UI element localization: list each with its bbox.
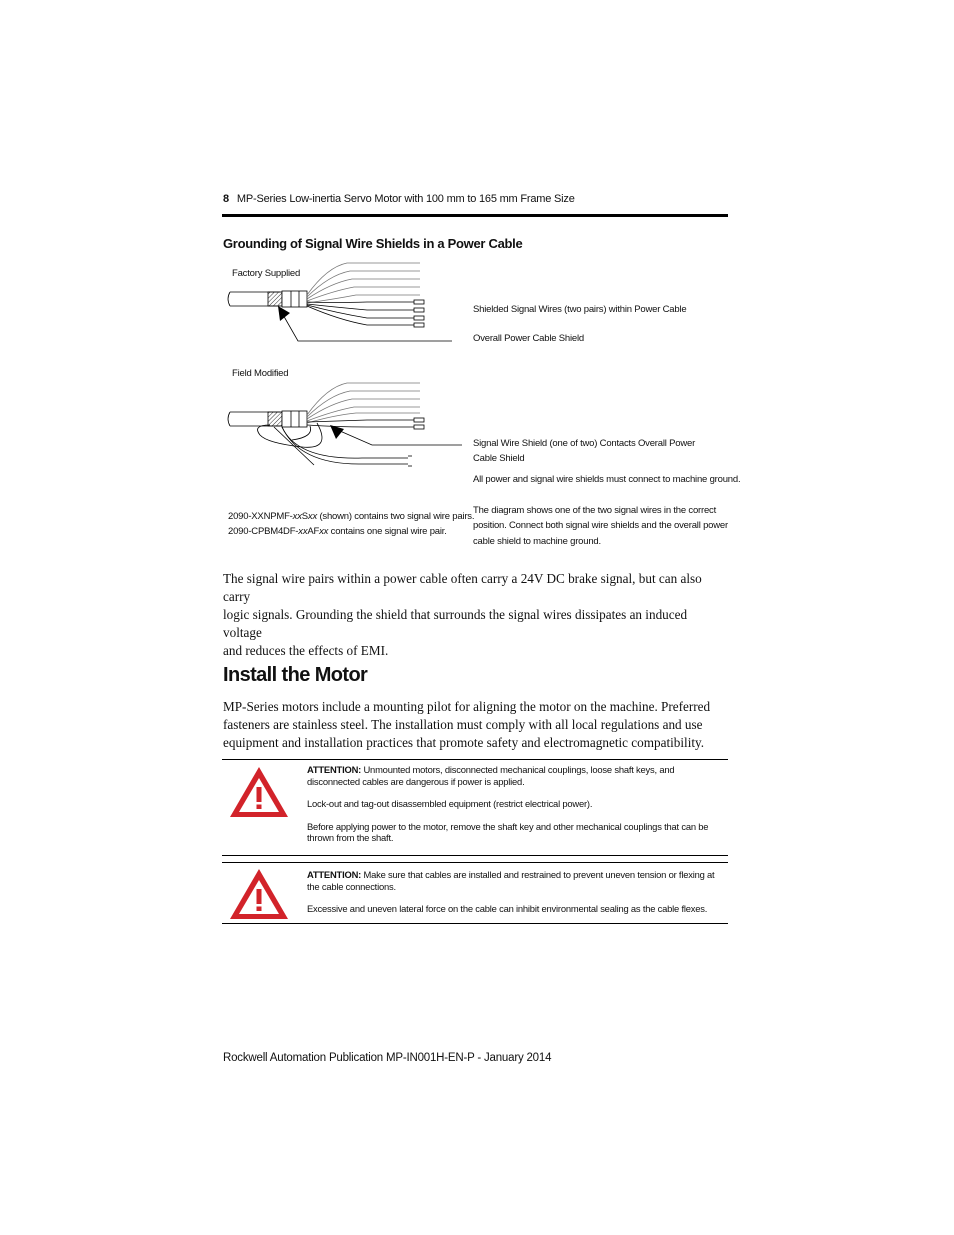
grounding-body-paragraph: The signal wire pairs within a power cable often carry a 24V DC brake signal, but can also carry logic signals. Grounding the shield that surrounds the signal wires dissipates an induced voltage and reduces the effects of EMI. — [223, 571, 702, 658]
shielded-signal-wires-label: Shielded Signal Wires (two pairs) within Power Cable — [473, 304, 687, 315]
warning-triangle-icon — [228, 765, 290, 819]
part-number-line-2: 2090-CPBM4DF-xxAFxx contains one signal wire pair. — [228, 526, 447, 537]
diagram-note-line-1: The diagram shows one of the two signal wires in the correct — [473, 505, 717, 516]
diagram-note-line-3: cable shield to machine ground. — [473, 536, 601, 547]
overall-shield-label: Overall Power Cable Shield — [473, 333, 584, 344]
warning-triangle-icon — [228, 867, 290, 921]
shield-pointer-arrow — [278, 306, 290, 321]
part-number-line-1: 2090-XXNPMF-xxSxx (shown) contains two signal wire pairs. — [228, 511, 475, 522]
factory-supplied-label: Factory Supplied — [232, 268, 301, 279]
page-footer: Rockwell Automation Publication MP-IN001H-EN-P - January 2014 — [223, 1052, 552, 1064]
install-body-paragraph: MP-Series motors include a mounting pilot for aligning the motor on the machine. Preferred fasteners are stainless steel. The installation must comply with all local regulations and use equipment and installation practices that promote safety and electromagnetic compatibility. — [223, 699, 711, 750]
ground-note: All power and signal wire shields must connect to machine ground. — [473, 474, 741, 485]
factory-supplied-cable — [228, 263, 452, 341]
field-modified-label: Field Modified — [232, 368, 289, 379]
attention2-bottom-rule — [222, 923, 728, 924]
attention1-top-rule — [222, 759, 728, 760]
cable-shield-diagram — [222, 255, 462, 475]
section-title: Grounding of Signal Wire Shields in a Power Cable — [223, 236, 523, 251]
header-rule — [222, 214, 728, 217]
install-heading: Install the Motor — [223, 664, 368, 686]
attention1-bottom-rule — [222, 855, 728, 856]
attention2-text: ATTENTION: Make sure that cables are installed and restrained to prevent uneven tension or flexing at the cable connections. Excessive and uneven lateral force on the cable can inhibit environmental sealing as the cable flexes. — [307, 869, 715, 914]
attention2-top-rule — [222, 862, 728, 863]
diagram-note-line-2: position. Connect both signal wire shields and the overall power — [473, 520, 728, 531]
field-modified-cable — [228, 383, 462, 466]
attention1-text: ATTENTION: Unmounted motors, disconnected mechanical couplings, loose shaft keys, and disconnected cables are dangerous if power is applied. Lock-out and tag-out disassembled equipment (restrict electrical power). Before applying power to the motor, remove the shaft key and other mechanical couplings that can be thrown from the shaft. — [307, 764, 709, 843]
signal-wire-shield-label-1: Signal Wire Shield (one of two) Contacts Overall Power — [473, 438, 696, 449]
signal-wire-shield-label-2: Cable Shield — [473, 453, 525, 464]
page-header — [223, 193, 575, 205]
header-title: MP-Series Low-inertia Servo Motor with 100 mm to 165 mm Frame Size — [236, 193, 575, 205]
page-number: 8 — [223, 193, 229, 205]
